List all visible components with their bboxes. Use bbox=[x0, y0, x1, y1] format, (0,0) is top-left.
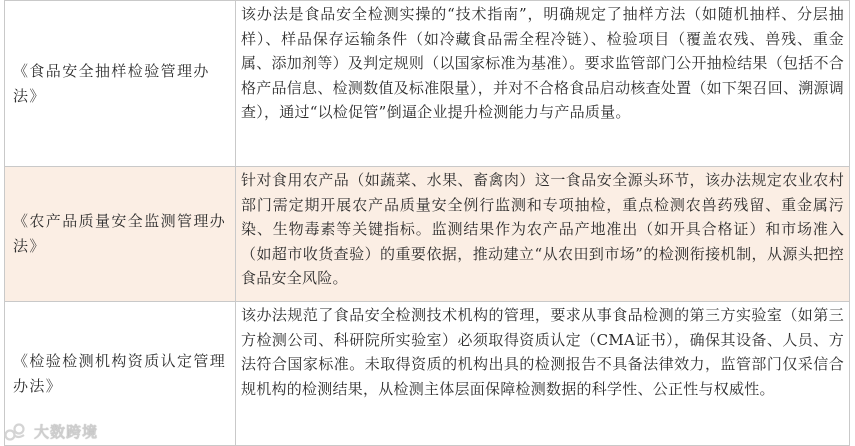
watermark-text: 大数跨境 bbox=[34, 423, 99, 441]
regulation-description: 该办法是食品安全检测实操的“技术指南”，明确规定了抽样方法（如随机抽样、分层抽样）、样品保存运输条件（如冷藏食品需全程冷链）、检验项目（覆盖农残、兽残、重金属、添加剂等）及判定规则（以国家标准为基准）。要求监管部门公开抽检结果（包括不合格产品信息、检测数值及标准限量），并对不合格食品启动核查处置（如下架召回、溯源调查），通过“以检促管”倒逼企业提升检测能力与产品质量。 bbox=[236, 1, 850, 167]
regulation-name: 《农产品质量安全监测管理办法》 bbox=[5, 167, 236, 302]
regulation-description: 针对食用农产品（如蔬菜、水果、畜禽肉）这一食品安全源头环节，该办法规定农业农村部门需定期开展农产品质量安全例行监测和专项抽检，重点检测农兽药残留、重金属污染、生物毒素等关键指标。监测结果作为农产品产地准出（如开具合格证）和市场准入（如超市收货查验）的重要依据，推动建立“从农田到市场”的检测衔接机制，从源头把控食品安全风险。 bbox=[236, 167, 850, 302]
regulations-table bbox=[4, 0, 850, 446]
regulation-description: 该办法规范了食品安全检测技术机构的管理，要求从事食品检测的第三方实验室（如第三方检测公司、科研院所实验室）必须取得资质认定（CMA证书），确保其设备、人员、方法符合国家标准。未取得资质的机构出具的检测报告不具备法律效力，监管部门仅采信合规机构的检测结果，从检测主体层面保障检测数据的科学性、公正性与权威性。 bbox=[236, 302, 850, 446]
regulation-name: 《食品安全抽样检验管理办法》 bbox=[5, 1, 236, 167]
table-row bbox=[5, 302, 850, 446]
table-row bbox=[5, 167, 850, 302]
table-row bbox=[5, 1, 850, 167]
regulation-name: 《检验检测机构资质认定管理办法》 bbox=[5, 302, 236, 446]
brand-logo-icon bbox=[4, 423, 30, 441]
watermark bbox=[4, 421, 98, 442]
